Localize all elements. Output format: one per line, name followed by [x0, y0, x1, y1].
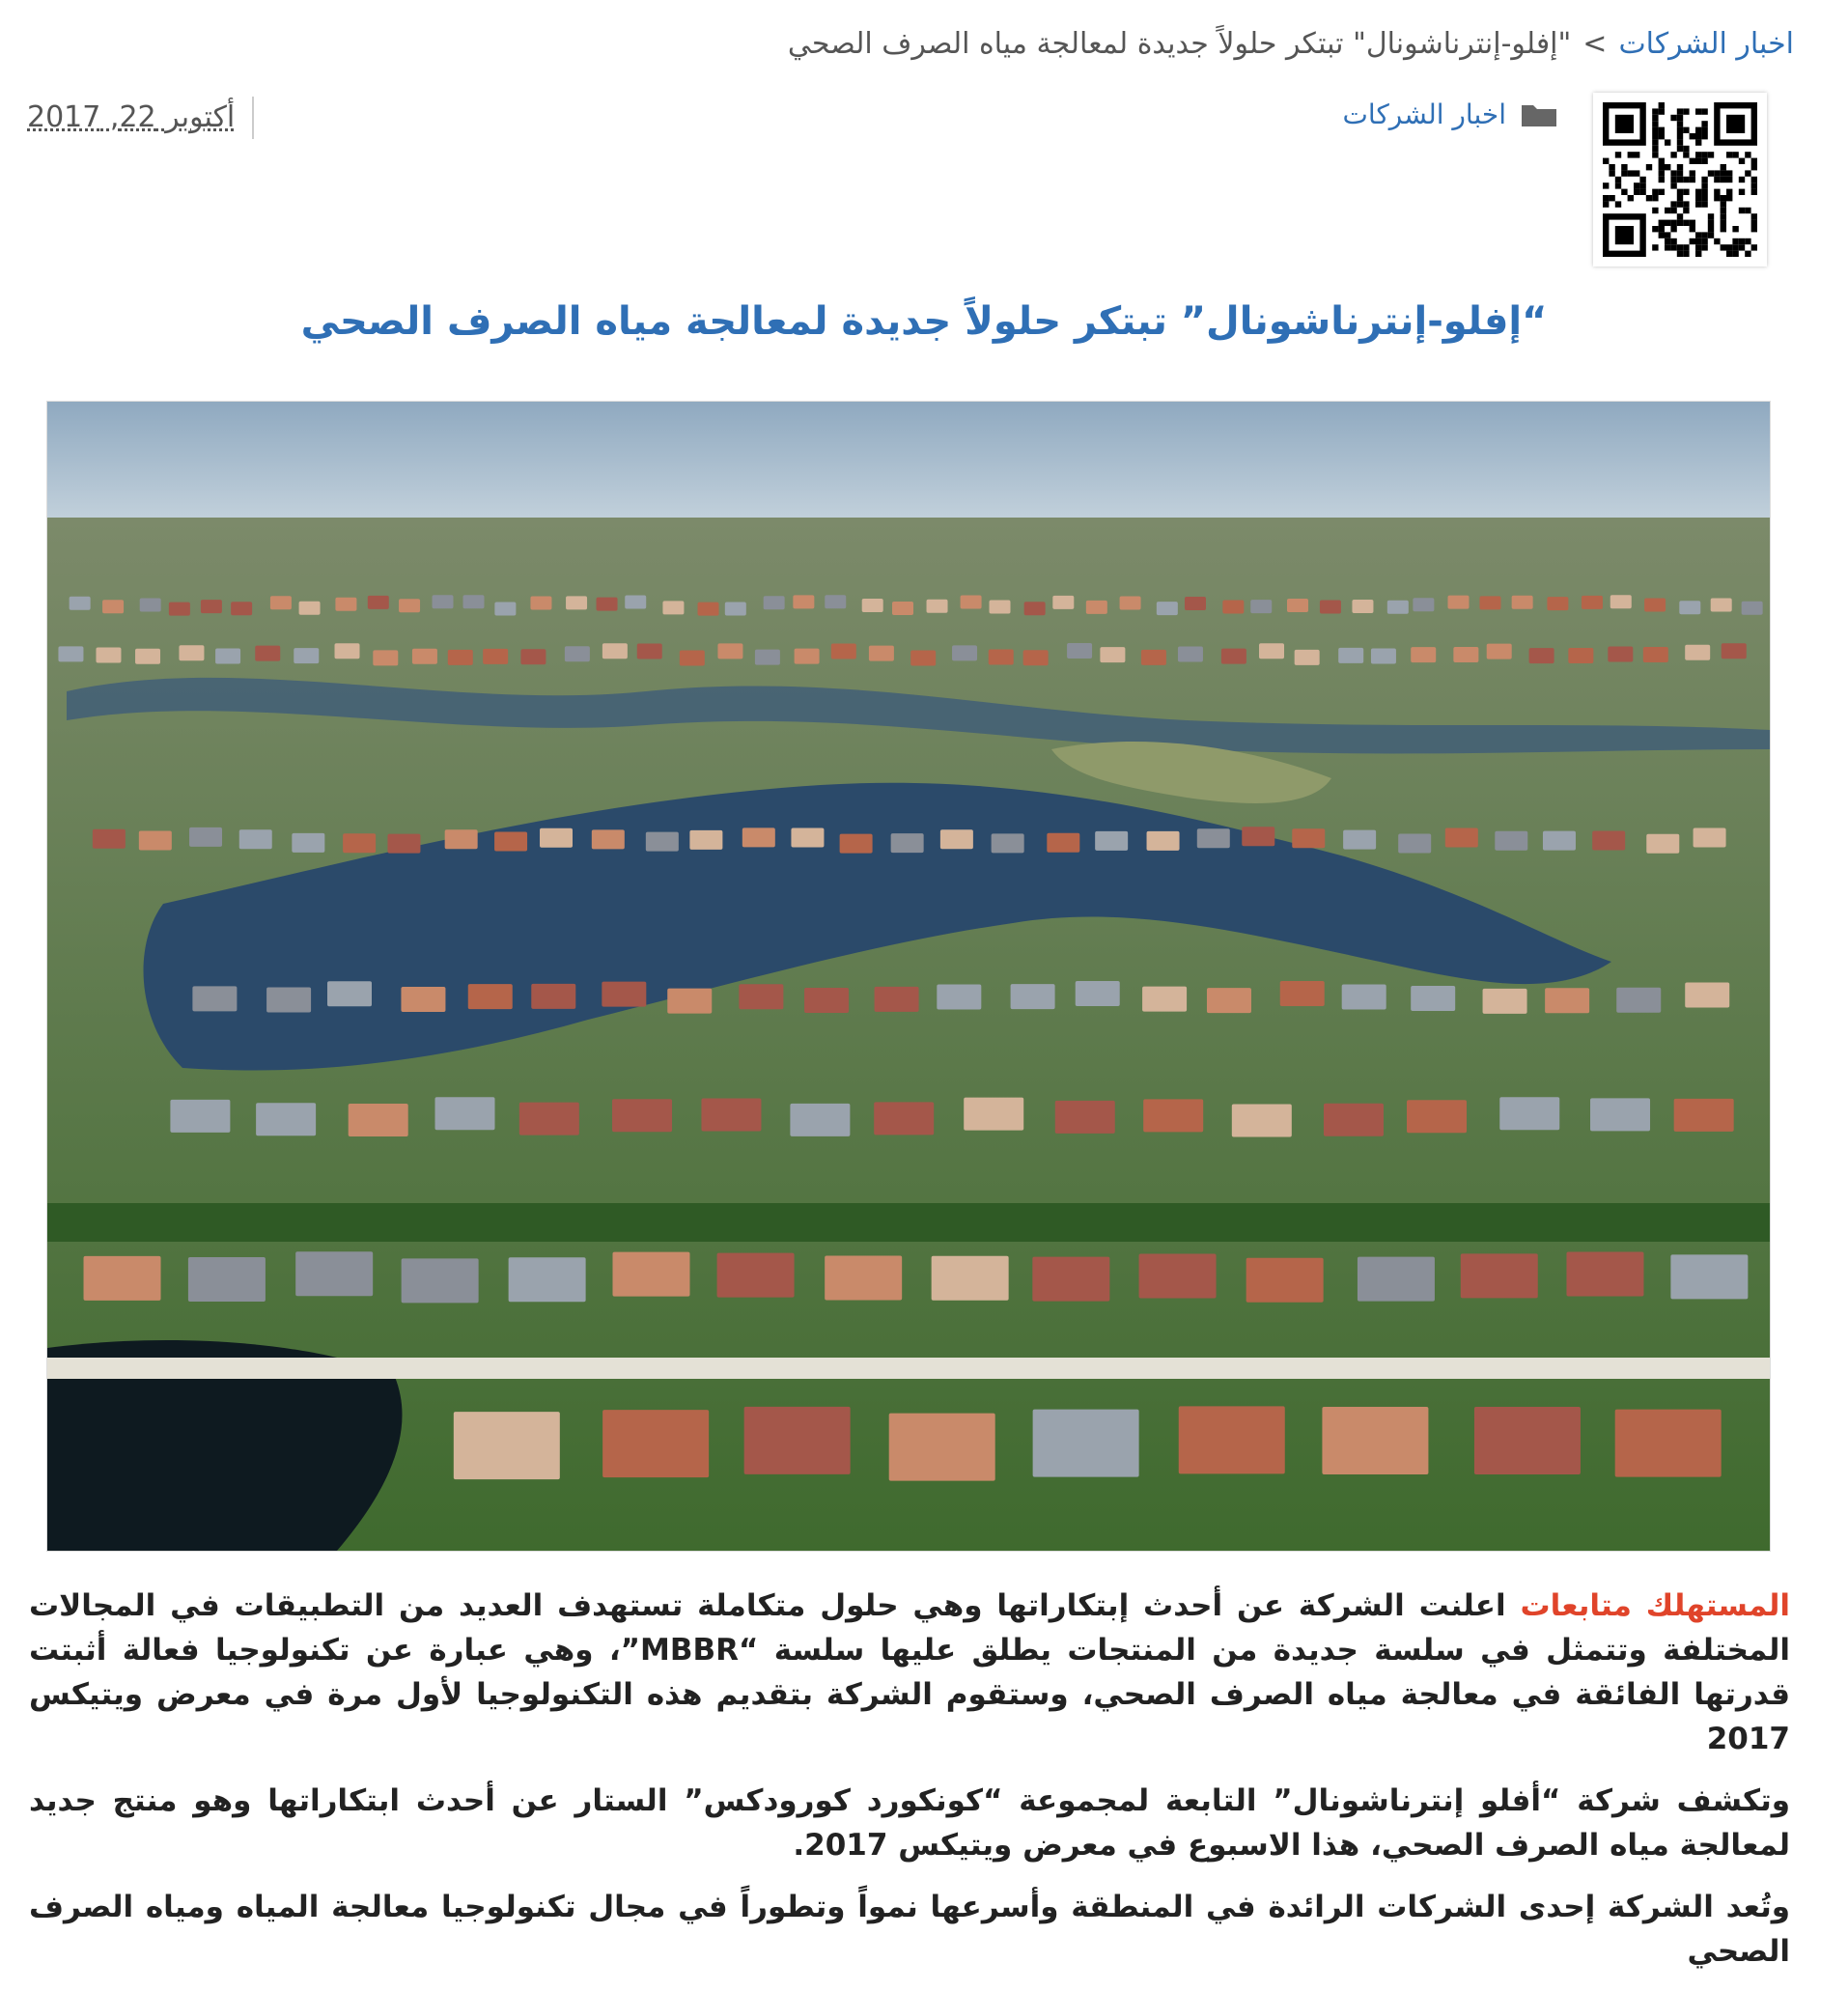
breadcrumb-separator: > [1582, 27, 1608, 61]
post-date[interactable]: أكتوبر 22, 2017 [27, 97, 254, 139]
folder-icon [1520, 101, 1558, 128]
paragraph-2: وتكشف شركة “أفلو إنترناشونال” التابعة لمجموعة “كونكورد كورودكس” الستار عن أحدث ابتكاراتها وهو منتج جديد لمعالجة مياه الصرف الصحي، هذا الاسبوع في معرض ويتيكس 2017. [29, 1783, 1790, 1863]
paragraph-1 [29, 1584, 1790, 1761]
breadcrumb [39, 27, 1794, 61]
source-highlight: المستهلك متابعات [1520, 1588, 1790, 1623]
article-title: “إفلو-إنترناشونال” تبتكر حلولاً جديدة لمعالجة مياه الصرف الصحي [300, 299, 1548, 344]
breadcrumb-current: "إفلو-إنترناشونال" تبتكر حلولاً جديدة لمعالجة مياه الصرف الصحي [787, 27, 1572, 61]
breadcrumb-parent-link[interactable]: اخبار الشركات [1618, 27, 1794, 61]
paragraph-1-text: اعلنت الشركة عن أحدث إبتكاراتها وهي حلول متكاملة تستهدف العديد من التطبيقات في المجالات المختلفة وتتمثل في سلسة جديدة من المنتجات يطلق عليها سلسة “MBBR”، وهي عبارة عن تكنولوجيا فعالة أثبتت قدرتها الفائقة في معالجة مياه الصرف الصحي، وستقوم الشركة بتقديم هذه التكنولوجيا لأول مرة في معرض ويتيكس 2017 [29, 1588, 1790, 1756]
article-body [29, 1584, 1790, 1991]
article-image [46, 401, 1771, 1552]
qr-code [1593, 93, 1767, 266]
paragraph-3: وتُعد الشركة إحدى الشركات الرائدة في المنطقة وأسرعها نمواً وتطوراً في مجال تكنولوجيا معالجة المياه ومياه الصرف الصحي [29, 1890, 1790, 1969]
post-category[interactable] [1343, 98, 1558, 130]
category-link[interactable]: اخبار الشركات [1342, 98, 1506, 130]
